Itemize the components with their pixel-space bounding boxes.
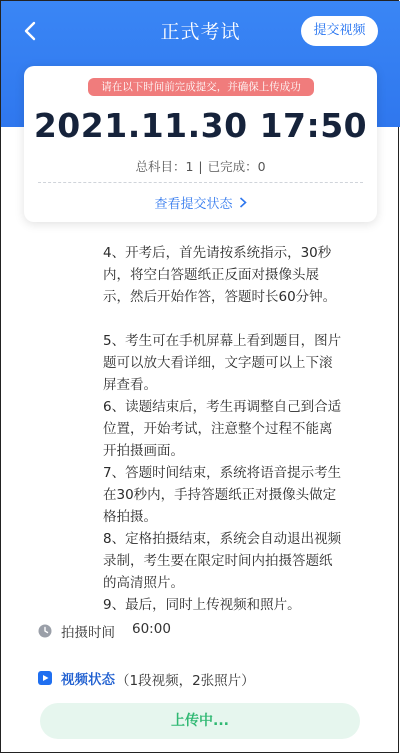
completed-count: 已完成：0 [207, 159, 266, 174]
uploading-button[interactable]: 上传中... [40, 703, 360, 739]
instruction-item: 7、答题时间结束，系统将语音提示考生在30秒内，手持答题纸正对摄像头做定格拍摄。 [103, 465, 342, 525]
instruction-item: 6、读题结束后，考生再调整自己到合适位置，开始考试，注意整个过程不能离开拍摄画面。 [103, 399, 342, 459]
video-status-value: （1段视频，2张照片） [116, 673, 255, 689]
clock-icon [38, 623, 52, 637]
instruction-item: 8、定格拍摄结束，系统会自动退出视频录制，考生要在限定时间内拍摄答题纸的高清照片。 [103, 531, 342, 591]
instruction-item: 4、开考后，首先请按系统指示，30秒内，将空白答题纸正反面对摄像头展示，然后开始作答，答题时长60分钟。 [103, 245, 337, 305]
instruction-item: 5、考生可在手机屏幕上看到题目，图片题可以放大看详细，文字题可以上下滚屏查看。 [103, 333, 342, 393]
page-title: 正式考试 [160, 21, 241, 43]
subject-stats [24, 157, 377, 175]
instruction-item: 9、最后，同时上传视频和照片。 [103, 597, 301, 613]
submit-video-button[interactable]: 提交视频 [301, 16, 378, 46]
deadline-card [24, 66, 377, 222]
deadline-datetime: 2021.11.30 17:50 [33, 106, 368, 145]
divider [38, 182, 363, 183]
view-submit-status-link[interactable] [24, 193, 377, 212]
warning-banner: 请在以下时间前完成提交，并确保上传成功 [88, 78, 314, 96]
view-status-label: 查看提交状态 [154, 197, 233, 212]
shoot-time-value: 60:00 [132, 621, 171, 637]
stats-separator: | [198, 159, 203, 174]
video-icon [38, 671, 52, 685]
total-subjects: 总科目：1 [135, 159, 194, 174]
shoot-time-label: 拍摄时间 [61, 625, 115, 641]
video-status-label: 视频状态 [61, 672, 115, 688]
chevron-right-icon [239, 197, 247, 212]
